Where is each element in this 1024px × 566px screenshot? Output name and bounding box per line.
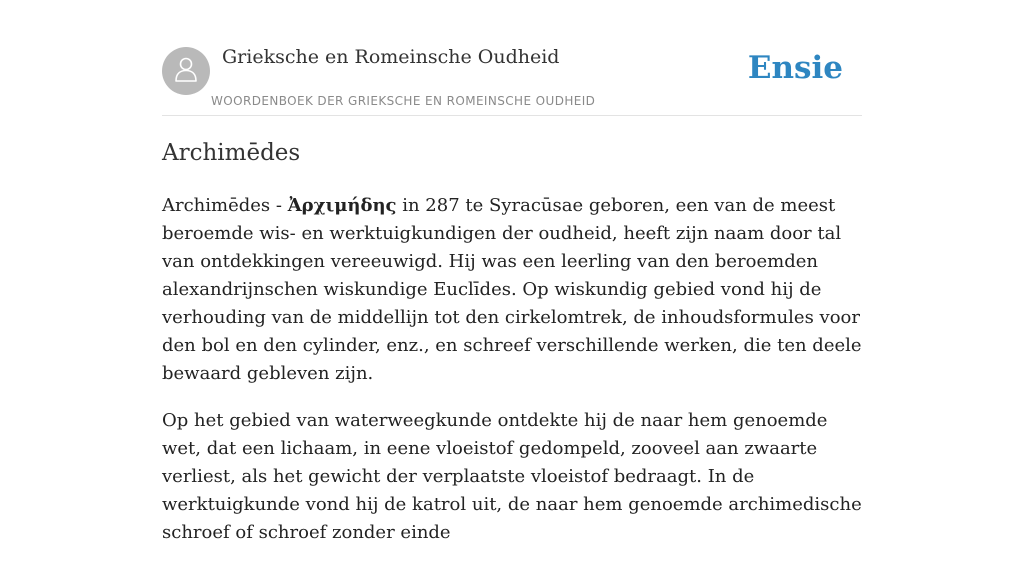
entry-content [162, 192, 862, 566]
user-icon [171, 54, 201, 88]
site-subtitle: WOORDENBOEK DER GRIEKSCHE EN ROMEINSCHE OUDHEID [211, 94, 596, 108]
site-header [162, 0, 862, 116]
page [162, 0, 862, 543]
paragraph-1 [162, 192, 862, 388]
term-separator: - [270, 195, 288, 216]
entry-title: Archimēdes [162, 140, 301, 166]
paragraph-1-text: in 287 te Syracūsae geboren, een van de meest beroemde wis- en werktuigkundigen der oudheid, heeft zijn naam door tal van ontdekkingen vereeuwigd. Hij was een leerling van den beroemden alexandrijnschen wiskundige Euclīdes. Op wiskundig gebied vond hij de verhouding van de middellijn tot den cirkelomtrek, de inhoudsformules voor den bol en den cylinder, enz., en schreef verschillende werken, die ten deele bewaard gebleven zijn. [162, 195, 862, 384]
site-title[interactable]: Grieksche en Romeinsche Oudheid [222, 46, 560, 68]
paragraph-2: Op het gebied van waterweegkunde ontdekte hij de naar hem genoemde wet, dat een lichaam, in eene vloeistof gedompeld, zooveel aan zwaarte verliest, als het gewicht der verplaatste vloeistof bedraagt. In de werktuigkunde vond hij de katrol uit, de naar hem genoemde archimedische schroef of schroef zonder einde [162, 410, 862, 543]
ensie-logo-link[interactable]: Ensie [747, 50, 843, 86]
greek-term: Ἀρχιμήδης [287, 195, 397, 216]
avatar[interactable] [162, 47, 210, 95]
entry-term: Archimēdes [162, 195, 271, 216]
